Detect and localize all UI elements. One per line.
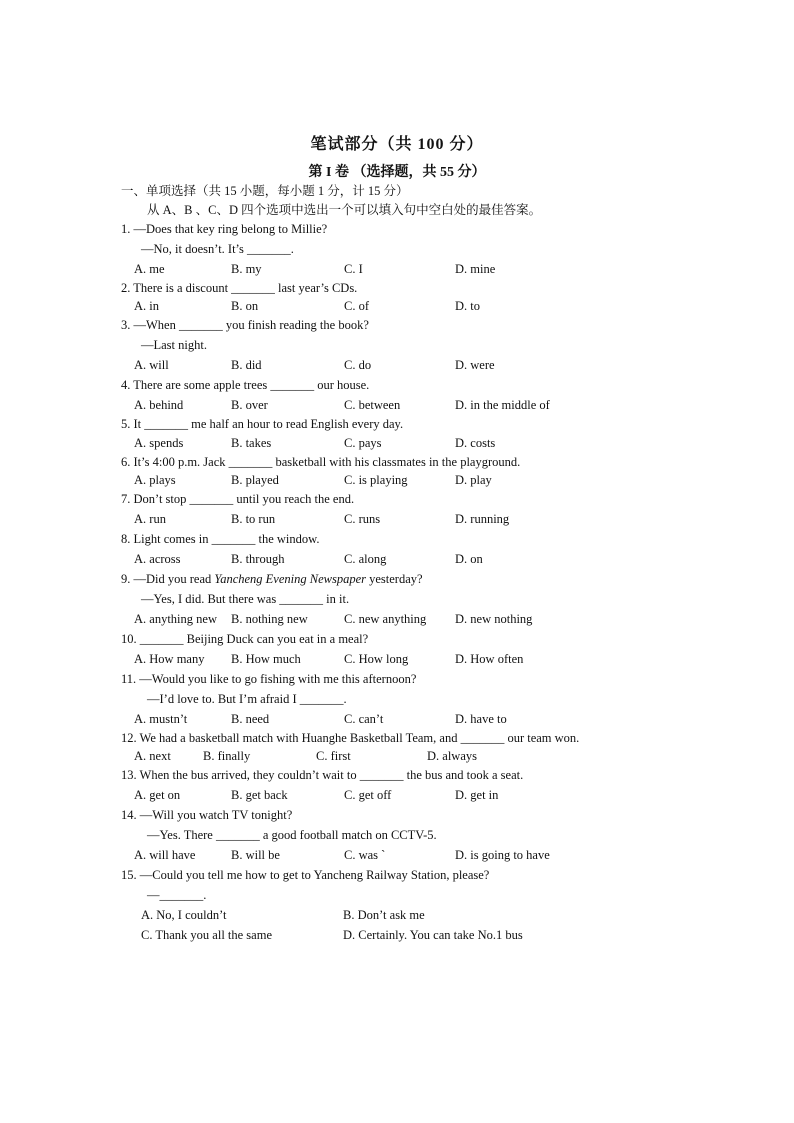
option-d[interactable]: D. costs — [455, 436, 496, 450]
question-reply: —No, it doesn’t. It’s _______. — [141, 242, 294, 256]
option-b[interactable]: B. my — [231, 262, 262, 276]
question-stem: 8. Light comes in _______ the window. — [121, 532, 320, 546]
option-b[interactable]: B. played — [231, 473, 279, 487]
option-a[interactable]: A. across — [134, 552, 181, 566]
option-a[interactable]: A. next — [134, 749, 171, 763]
question-reply: —_______. — [147, 888, 207, 902]
option-a[interactable]: A. me — [134, 262, 165, 276]
option-a[interactable]: A. How many — [134, 652, 205, 666]
option-a[interactable]: A. will have — [134, 848, 196, 862]
option-d[interactable]: D. to — [455, 299, 480, 313]
option-c[interactable]: C. new anything — [344, 612, 427, 626]
option-a[interactable]: A. will — [134, 358, 169, 372]
option-c[interactable]: C. of — [344, 299, 369, 313]
option-c[interactable]: C. along — [344, 552, 387, 566]
option-c[interactable]: C. How long — [344, 652, 409, 666]
question-stem: 1. —Does that key ring belong to Millie? — [121, 222, 328, 236]
question-stem: 3. —When _______ you finish reading the book? — [121, 318, 369, 332]
option-b[interactable]: B. need — [231, 712, 270, 726]
option-b[interactable]: B. How much — [231, 652, 301, 666]
option-b[interactable]: B. get back — [231, 788, 288, 802]
option-c[interactable]: C. pays — [344, 436, 382, 450]
question-stem: 15. —Could you tell me how to get to Yancheng Railway Station, please? — [121, 868, 490, 882]
volume-title: 第 I 卷 （选择题，共 55 分） — [308, 165, 486, 180]
option-c[interactable]: C. I — [344, 262, 363, 276]
section-heading: 一、单项选择（共 15 小题，每小题 1 分，计 15 分） — [121, 184, 409, 198]
option-c[interactable]: C. first — [316, 749, 351, 763]
option-d[interactable]: D. running — [455, 512, 510, 526]
option-d[interactable]: D. play — [455, 473, 492, 487]
option-a[interactable]: A. get on — [134, 788, 181, 802]
option-a[interactable]: A. in — [134, 299, 159, 313]
option-b[interactable]: B. through — [231, 552, 285, 566]
option-d[interactable]: D. mine — [455, 262, 496, 276]
question-stem: 13. When the bus arrived, they couldn’t wait to _______ the bus and took a seat. — [121, 768, 524, 782]
question-stem — [121, 571, 423, 587]
option-a[interactable]: A. spends — [134, 436, 184, 450]
question-reply: —I’d love to. But I’m afraid I _______. — [147, 692, 347, 706]
option-b[interactable]: B. to run — [231, 512, 276, 526]
option-d[interactable]: D. in the middle of — [455, 398, 550, 412]
option-d[interactable]: D. were — [455, 358, 495, 372]
option-b[interactable]: B. Don’t ask me — [343, 908, 425, 922]
option-d[interactable]: D. get in — [455, 788, 499, 802]
option-b[interactable]: B. nothing new — [231, 612, 308, 626]
option-d[interactable]: D. new nothing — [455, 612, 533, 626]
question-stem: 6. It’s 4:00 p.m. Jack _______ basketball with his classmates in the playground. — [121, 455, 521, 469]
option-d[interactable]: D. Certainly. You can take No.1 bus — [343, 928, 523, 942]
option-b[interactable]: B. on — [231, 299, 259, 313]
option-c[interactable]: C. is playing — [344, 473, 408, 487]
stem-prefix: 9. —Did you read — [121, 572, 215, 586]
option-b[interactable]: B. finally — [203, 749, 251, 763]
question-stem: 5. It _______ me half an hour to read English every day. — [121, 417, 404, 431]
option-b[interactable]: B. over — [231, 398, 268, 412]
option-c[interactable]: C. can’t — [344, 712, 384, 726]
option-c[interactable]: C. between — [344, 398, 401, 412]
question-stem: 14. —Will you watch TV tonight? — [121, 808, 293, 822]
question-reply: —Last night. — [141, 338, 207, 352]
question-stem: 12. We had a basketball match with Huanghe Basketball Team, and _______ our team won. — [121, 731, 580, 745]
option-c[interactable]: C. get off — [344, 788, 392, 802]
option-a[interactable]: A. anything new — [134, 612, 217, 626]
question-reply: —Yes. There _______ a good football match on CCTV-5. — [147, 828, 437, 842]
option-d[interactable]: D. have to — [455, 712, 507, 726]
question-stem: 10. _______ Beijing Duck can you eat in a meal? — [121, 632, 369, 646]
section-instruction: 从 A、B 、C、D 四个选项中选出一个可以填入句中空白处的最佳答案。 — [147, 203, 542, 217]
option-a[interactable]: A. behind — [134, 398, 184, 412]
option-b[interactable]: B. takes — [231, 436, 272, 450]
question-stem: 2. There is a discount _______ last year’s CDs. — [121, 281, 358, 295]
option-d[interactable]: D. always — [427, 749, 477, 763]
option-d[interactable]: D. is going to have — [455, 848, 550, 862]
option-c[interactable]: C. do — [344, 358, 372, 372]
newspaper-title: Yancheng Evening Newspaper — [214, 572, 366, 586]
option-b[interactable]: B. did — [231, 358, 262, 372]
option-c[interactable]: C. Thank you all the same — [141, 928, 272, 942]
option-c[interactable]: C. runs — [344, 512, 381, 526]
option-c[interactable]: C. was ` — [344, 848, 386, 862]
option-a[interactable]: A. mustn’t — [134, 712, 188, 726]
option-a[interactable]: A. No, I couldn’t — [141, 908, 227, 922]
option-a[interactable]: A. run — [134, 512, 166, 526]
option-a[interactable]: A. plays — [134, 473, 176, 487]
exam-title: 笔试部分（共 100 分） — [310, 136, 484, 153]
question-stem: 4. There are some apple trees _______ our house. — [121, 378, 370, 392]
option-d[interactable]: D. on — [455, 552, 483, 566]
option-d[interactable]: D. How often — [455, 652, 524, 666]
question-reply: —Yes, I did. But there was _______ in it. — [141, 592, 350, 606]
stem-suffix: yesterday? — [366, 572, 423, 586]
question-stem: 7. Don’t stop _______ until you reach the end. — [121, 492, 355, 506]
question-stem: 11. —Would you like to go fishing with me this afternoon? — [121, 672, 417, 686]
option-b[interactable]: B. will be — [231, 848, 280, 862]
